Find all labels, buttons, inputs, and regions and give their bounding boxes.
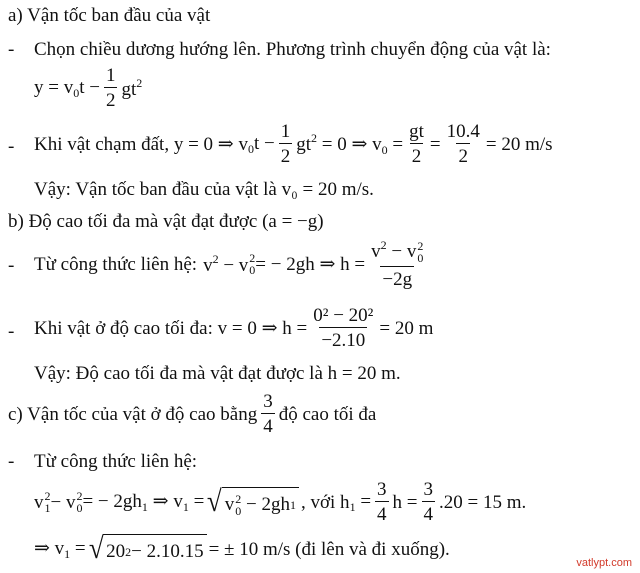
square-root: √ v 2 0 − 2gh 1: [206, 487, 299, 517]
section-c-title: c) Vận tốc của vật ở độ cao bằng $\frac{3}{4}$ độ cao tối đa: [8, 391, 377, 437]
fraction-three-quarters: $\frac{3}{4}$: [423, 479, 433, 525]
fraction-three-quarters: $\frac{3}{4}$: [377, 479, 387, 525]
equation-motion: $y = v_0t$ − $\frac{1}{2}$ $gt^2$: [34, 65, 143, 111]
section-b-conclusion: Vậy: Độ cao tối đa mà vật đạt được là h = 20 m.: [34, 363, 401, 384]
equation-max-height: Khi vật ở độ cao tối đa: v = 0 ⇒ h = $\frac{\text{0² − 20²}}{-2.10}$ = 20 m: [34, 305, 434, 351]
bullet-dash: -: [8, 39, 15, 60]
bullet-dash: -: [8, 255, 15, 276]
bullet-dash: -: [8, 321, 15, 342]
square-root: √ 20 2 − 2.10.15: [88, 534, 207, 564]
section-b-title: b) Độ cao tối đa mà vật đạt được (a = −g): [8, 211, 324, 232]
equation-velocity-result: ⇒ $v_1$ = √ 20 2 − 2.10.15 = ± 10 m/s (đi lên và đi xuống).: [34, 532, 450, 565]
section-a-line-1: Chọn chiều dương hướng lên. Phương trình chuyển động của vật là:: [34, 39, 551, 60]
fraction-gt-over-2: $\frac{gt}{2}$: [409, 121, 424, 167]
section-a-title: a) Vận tốc ban đầu của vật: [8, 5, 211, 26]
fraction-half: $\frac{1}{2}$: [105, 65, 116, 111]
equation-initial-velocity: Khi vật chạm đất, y = 0 ⇒ v $_0$t − $\frac{1}{2}$ $gt^2 = 0$ ⇒ $v_0$ = $\frac{gt}{2}$ = $\frac{10.4}{2}$ = 20 m/s: [34, 121, 553, 167]
equation-height-formula: Từ công thức liên hệ: $v^2 - v$ 2 0 = − 2gh ⇒ h = $v^2 - v$ 2 0 −2g: [34, 237, 424, 291]
section-a-conclusion: Vậy: Vận tốc ban đầu của vật là v₀ = 20 m/s.: [34, 179, 374, 200]
fraction-height: $v^2 - v$ 2 0 −2g: [371, 237, 424, 291]
bullet-dash: -: [8, 451, 15, 472]
fraction-half: $\frac{1}{2}$: [280, 121, 291, 167]
fraction-max-height: $\frac{\text{0² − 20²}}{-2.10}$: [313, 305, 374, 351]
fraction-value: $\frac{10.4}{2}$: [446, 121, 480, 167]
watermark: vatlypt.com: [576, 557, 632, 569]
section-c-line-1: Từ công thức liên hệ:: [34, 451, 198, 472]
fraction-three-quarters: $\frac{3}{4}$: [263, 391, 273, 437]
bullet-dash: -: [8, 136, 15, 157]
equation-velocity-at-h1: v 2 1 − v 2 0 = − $2gh_1$ ⇒ $v_1$ = √ v 2 0 − 2gh 1 , với h $_1$ = $\frac{3}{4}$ h = $\frac{3}{4}$ .20 = 15 m.: [34, 479, 527, 525]
